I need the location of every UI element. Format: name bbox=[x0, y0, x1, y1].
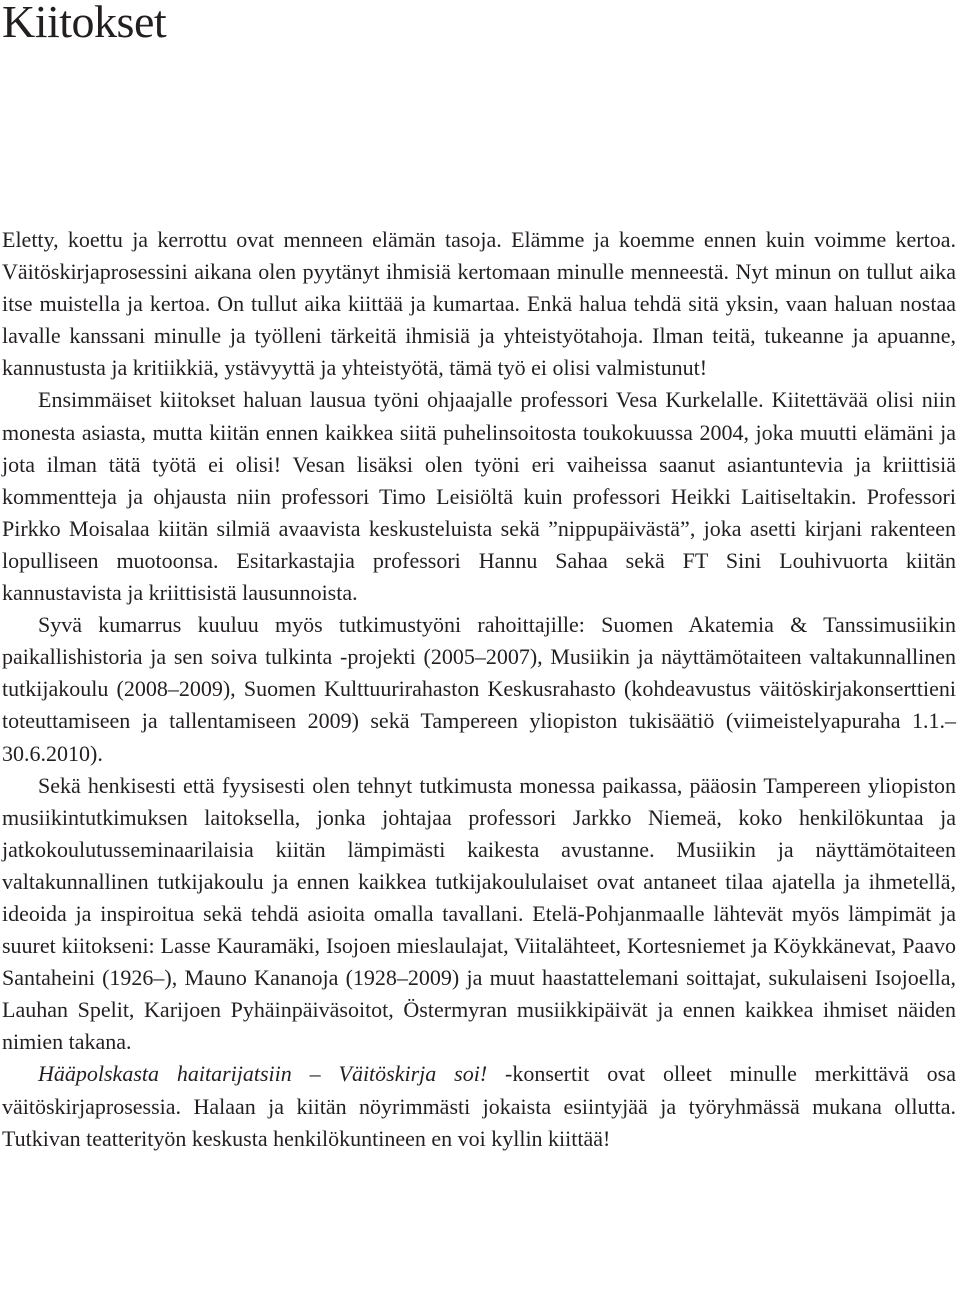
paragraph-funders: Syvä kumarrus kuuluu myös tutkimustyöni rahoittajille: Suomen Akatemia & Tanssimusiikin paikallishistoria ja sen soiva tulkinta -projekti (2005–2007), Musiikin ja näyttämötaiteen valtakunnallinen tutkijakoulu (2008–2009), Suomen Kulttuurirahaston Keskusrahasto (kohdeavustus väitöskirjakonserttieni toteuttamiseen ja tallentamiseen 2009) sekä Tampereen yliopiston tukisäätiö (viimeistelyapuraha 1.1.–30.6.2010). bbox=[2, 612, 956, 766]
acknowledgements-body bbox=[2, 224, 956, 1155]
paragraph-places-and-people: Sekä henkisesti että fyysisesti olen tehnyt tutkimusta monessa paikassa, pääosin Tampereen yliopiston musiikintutkimuksen laitoksella, jonka johtajaa professori Jarkko Niemeä, koko henkilökuntaa ja jatkokoulutusseminaarilaisia kiitän lämpimästi kaikesta avustanne. Musiikin ja näyttämötaiteen valtakunnallinen tutkijakoulu ja ennen kaikkea tutkijakoululaiset ovat antaneet tilaa ajatella ja ihmetellä, ideoida ja inspiroitua sekä tehdä asioita omalla tavallani. Etelä-Pohjanmaalle lähtevät myös lämpimät ja suuret kiitokseni: Lasse Kauramäki, Isojoen mieslaulajat, Viitalähteet, Kortesniemet ja Köykkänevat, Paavo Santaheini (1926–), Mauno Kananoja (1928–2009) ja muut haastattelemani soittajat, sukulaiseni Isojoella, Lauhan Spelit, Karijoen Pyhäinpäiväsoitot, Östermyran musiikkipäivät ja ennen kaikkea ihmiset näiden nimien takana. bbox=[2, 772, 956, 1055]
page-title: Kiitokset bbox=[2, 0, 167, 47]
paragraph-concerts-text: -konsertit ovat olleet minulle merkittävä osa väitöskirjaprosessia. Halaan ja kiitän nöyrimmästi jokaista esiintyjää ja työryhmässä mukana ollutta. Tutkivan teatterityön keskusta henkilökuntineen en voi kyllin kiittää! bbox=[2, 1061, 957, 1151]
paragraph-concerts bbox=[2, 1058, 956, 1154]
paragraph-intro: Eletty, koettu ja kerrottu ovat menneen elämän tasoja. Elämme ja koemme ennen kuin voimme kertoa. Väitöskirjaprosessini aikana olen pyytänyt ihmisiä kertomaan minulle menneestä. Nyt minun on tullut aika itse muistella ja kertoa. On tullut aika kiittää ja kumartaa. Enkä halua tehdä sitä yksin, vaan haluan nostaa lavalle kanssani minulle ja työlleni tärkeitä ihmisiä ja yhteistyötahoja. Ilman teitä, tukeanne ja apuanne, kannustusta ja kritiikkiä, ystävyyttä ja yhteistyötä, tämä työ ei olisi valmistunut! bbox=[2, 227, 956, 381]
paragraph-supervisors: Ensimmäiset kiitokset haluan lausua työni ohjaajalle professori Vesa Kurkelalle. Kiitettävää olisi niin monesta asiasta, mutta kiitän ennen kaikkea siitä puhelinsoitosta toukokuussa 2004, joka muutti elämäni ja jota ilman tätä työtä ei olisi! Vesan lisäksi olen työni eri vaiheissa saanut asiantuntevia ja kriittisiä kommentteja ja ohjausta niin professori Timo Leisiöltä kuin professori Heikki Laitiseltakin. Professori Pirkko Moisalaa kiitän silmiä avaavista keskusteluista sekä ”nippupäivästä”, joka asetti kirjani rakenteen lopulliseen muotoonsa. Esitarkastajia professori Hannu Sahaa sekä FT Sini Louhivuorta kiitän kannustavista ja kriittisistä lausunnoista. bbox=[2, 387, 956, 606]
concert-series-title: Hääpolskasta haitarijatsiin – Väitöskirja soi! bbox=[38, 1061, 488, 1087]
